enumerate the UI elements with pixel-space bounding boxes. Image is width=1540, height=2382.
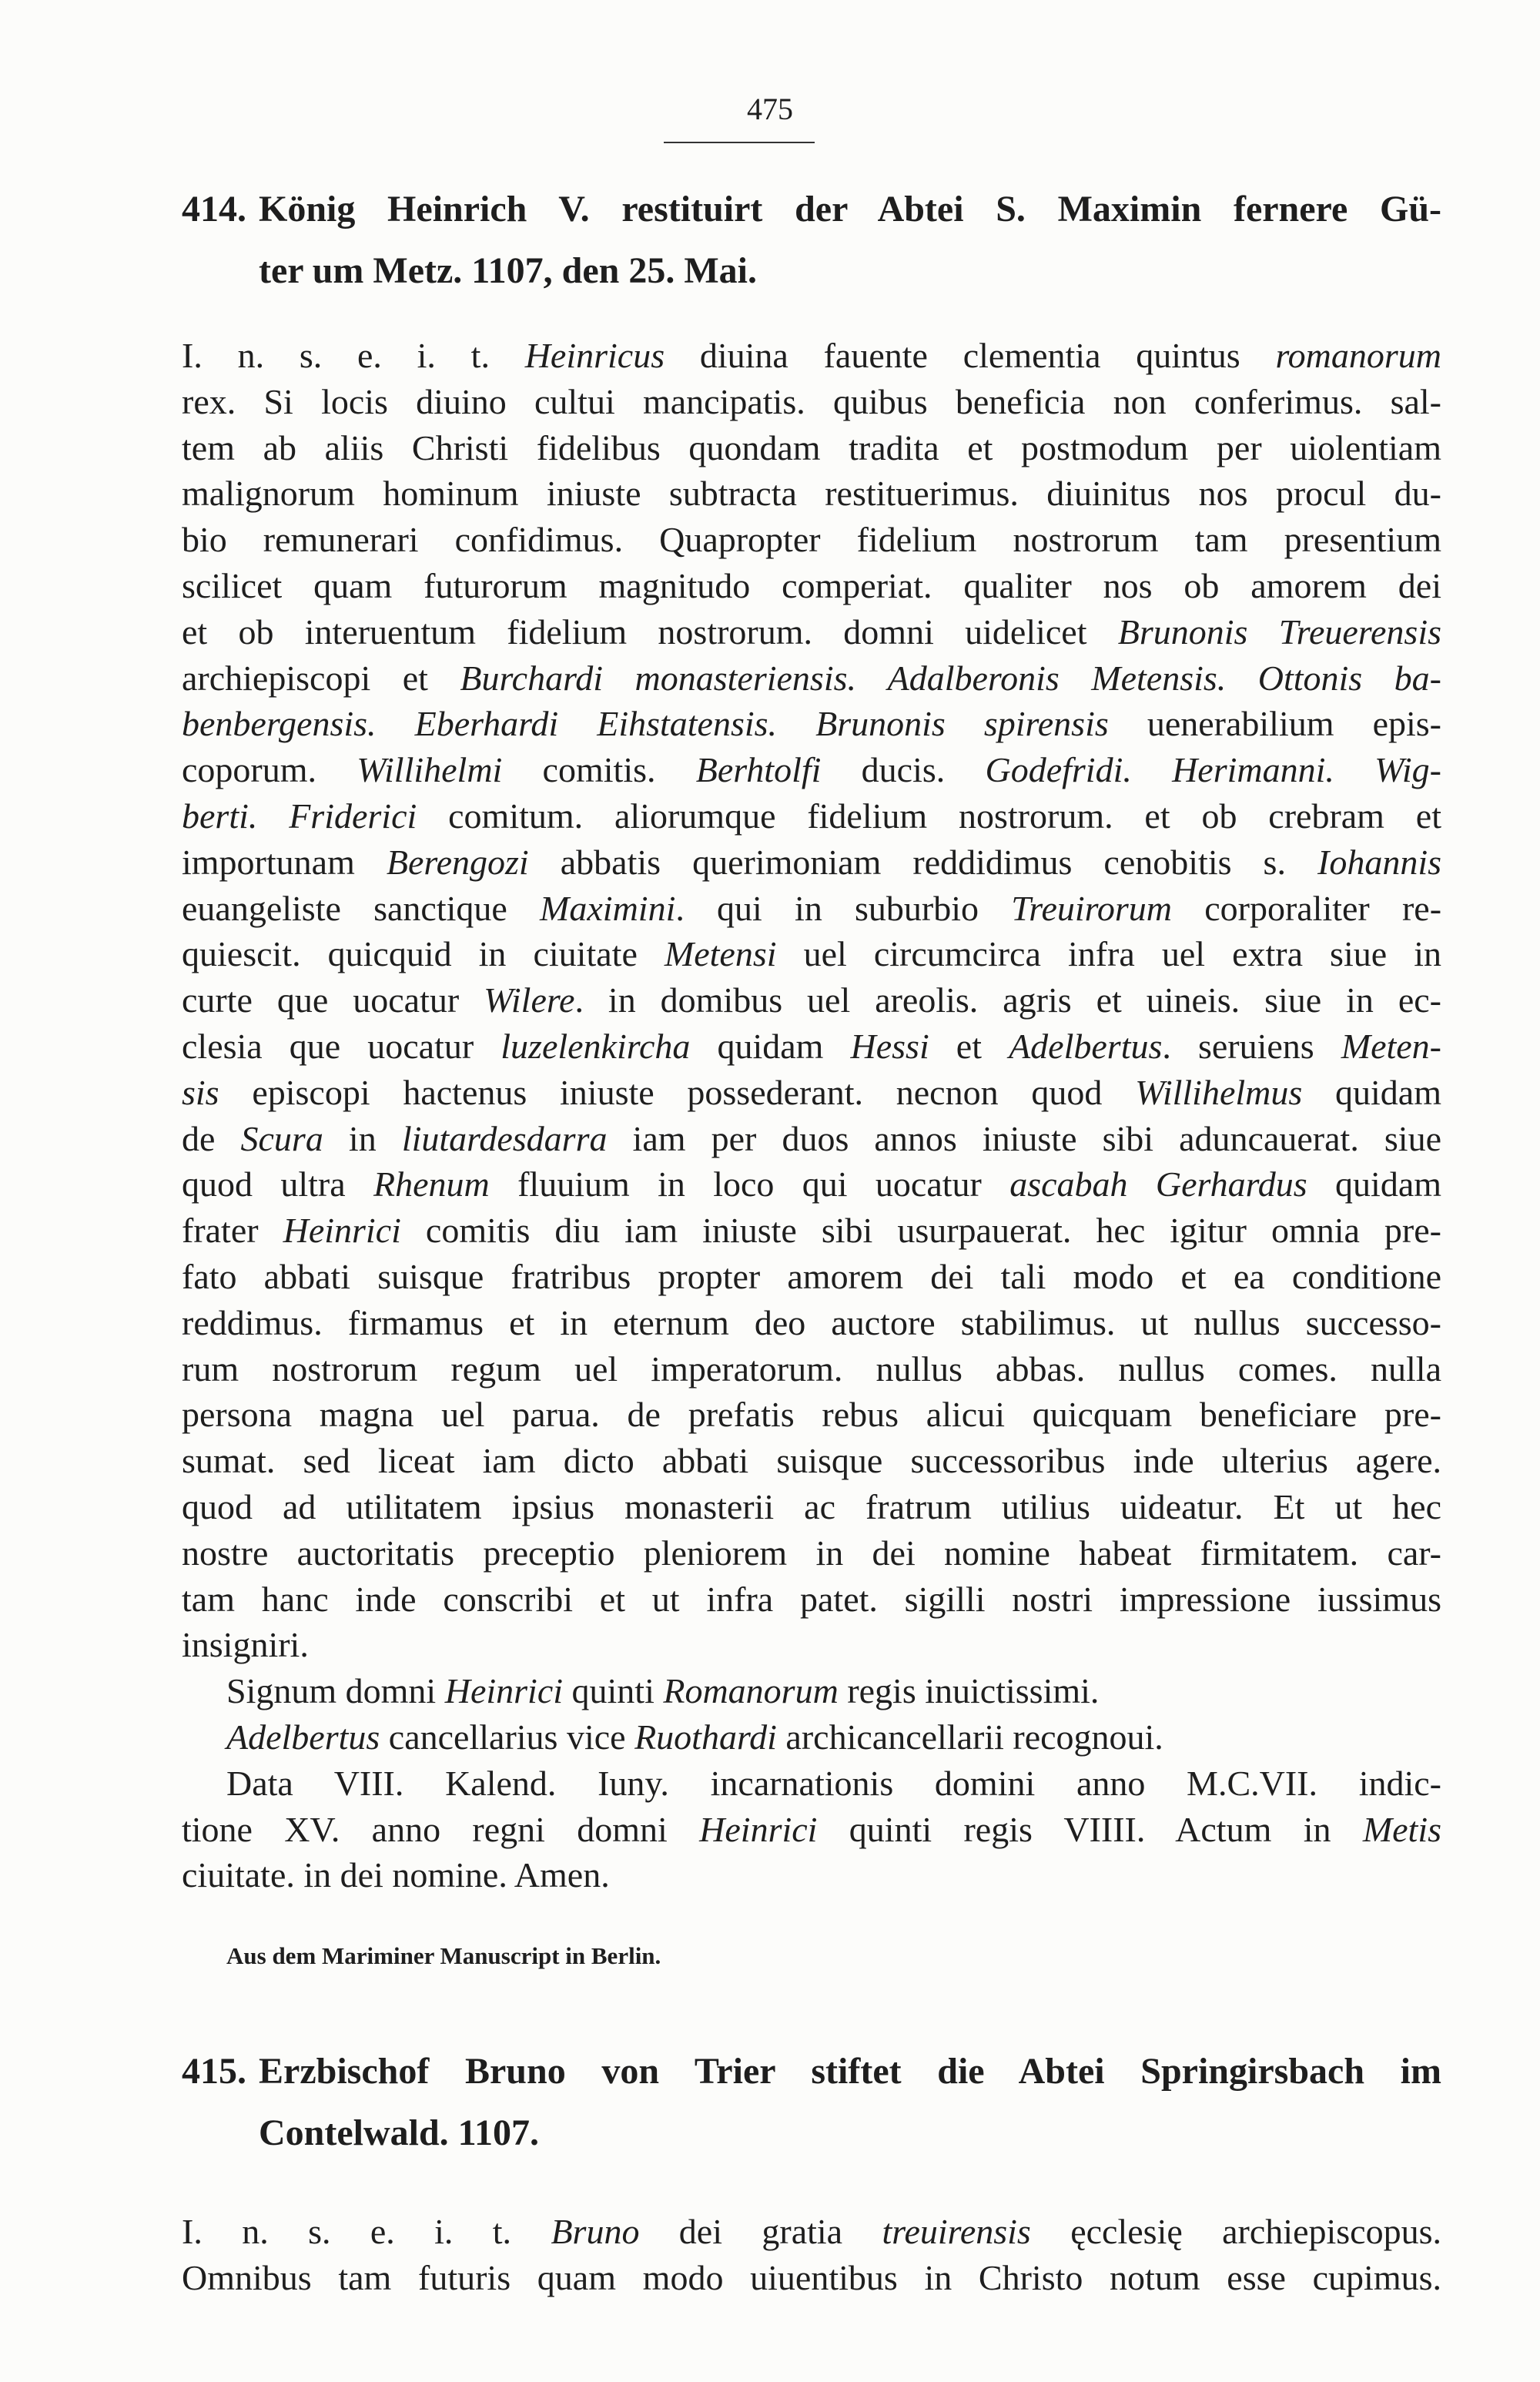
text-run: Data VIII. Kalend. Iuny. incarnationis domini anno M.C.VII. indic-: [226, 1763, 1441, 1803]
text-run: archicancellarii recognoui.: [776, 1717, 1163, 1757]
text-line: [182, 1438, 1441, 1484]
text-run: cancellarius vice: [380, 1717, 635, 1757]
text-run: frater: [182, 1211, 283, 1251]
text-line: [182, 839, 1441, 886]
italic-name: Adelbertus: [226, 1717, 380, 1757]
text-run: persona magna uel parua. de prefatis rebus alicui quicquam beneficiare pre-: [182, 1395, 1441, 1435]
text-line: [182, 1807, 1441, 1853]
text-line: [182, 1530, 1441, 1576]
text-line: [182, 1346, 1441, 1392]
text-run: Omnibus tam futuris quam modo uiuentibus in Christo notum esse cupimus.: [182, 2257, 1441, 2297]
italic-name: berti. Friderici: [182, 796, 417, 836]
text-run: coporum.: [182, 750, 357, 790]
text-line: [182, 1484, 1441, 1530]
text-run: I. n. s. e. i. t.: [182, 336, 525, 375]
text-run: euangeliste sanctique: [182, 888, 541, 928]
text-run: bio remunerari confidimus. Quapropter fidelium nostrorum tam presentium: [182, 520, 1441, 560]
text-run: et: [929, 1026, 1009, 1066]
text-line: [182, 1668, 1441, 1714]
text-run: fluuium in loco qui uocatur: [489, 1164, 1010, 1204]
document-414-heading: [182, 179, 1441, 302]
text-run: de: [182, 1118, 241, 1158]
italic-name: Willihelmi: [357, 750, 503, 790]
text-line: [182, 747, 1441, 793]
italic-name: Berengozi: [386, 842, 529, 882]
text-line: [182, 1761, 1441, 1807]
text-line: [182, 379, 1441, 425]
text-run: uel circumcirca infra uel extra siue in: [776, 934, 1441, 974]
text-run: malignorum hominum iniuste subtracta restituerimus. diuinitus nos procul du-: [182, 474, 1441, 514]
italic-name: Bruno: [551, 2212, 640, 2251]
text-run: ciuitate. in dei nomine. Amen.: [182, 1855, 610, 1895]
text-line: [182, 1300, 1441, 1346]
text-run: in: [323, 1118, 402, 1158]
italic-name: benbergensis. Eberhardi Eihstatensis. Brunonis spirensis: [182, 704, 1109, 744]
italic-name: Godefridi. Herimanni. Wig-: [985, 750, 1441, 790]
heading-line: Contelwald. 1107.: [259, 2112, 540, 2153]
italic-name: Romanorum: [663, 1671, 839, 1711]
text-run: . in domibus uel areolis. agris et uineis. siue in ec-: [574, 980, 1441, 1020]
page-number-rule: [664, 142, 815, 143]
text-run: quidam: [1302, 1072, 1441, 1112]
text-line: [182, 1852, 1441, 1898]
text-run: tam hanc inde conscribi et ut infra patet. sigilli nostri impressione iussimus: [182, 1579, 1441, 1619]
text-run: corporaliter re-: [1172, 888, 1441, 928]
text-line: [182, 563, 1441, 609]
text-run: uenerabilium epis-: [1108, 704, 1441, 744]
text-run: I. n. s. e. i. t.: [182, 2212, 551, 2251]
text-run: rum nostrorum regum uel imperatorum. nullus abbas. nullus comes. nulla: [182, 1348, 1441, 1389]
text-run: nostre auctoritatis preceptio pleniorem in dei nomine habeat firmitatem. car-: [182, 1533, 1441, 1573]
text-line: [182, 977, 1441, 1023]
text-line: [182, 1576, 1441, 1623]
text-line: [182, 1622, 1441, 1668]
heading-lines: [259, 179, 1441, 302]
text-line: [182, 1070, 1441, 1116]
italic-name: Berhtolfi: [695, 750, 822, 790]
text-run: diuina fauente clementia quintus: [665, 336, 1276, 375]
italic-name: romanorum: [1275, 336, 1441, 375]
document-414-text: [182, 333, 1441, 1898]
italic-name: Maximini: [540, 888, 676, 928]
italic-name: Rhenum: [373, 1164, 490, 1204]
text-run: scilicet quam futurorum magnitudo comperiat. qualiter nos ob amorem dei: [182, 565, 1441, 605]
text-run: tem ab aliis Christi fidelibus quondam tradita et postmodum per uiolentiam: [182, 427, 1441, 467]
text-line: [182, 1392, 1441, 1438]
text-run: dei gratia: [639, 2212, 882, 2251]
text-run: rex. Si locis diuino cultui mancipatis. quibus beneficia non conferimus. sal-: [182, 381, 1441, 421]
text-run: Signum domni: [226, 1671, 445, 1711]
text-run: quiescit. quicquid in ciuitate: [182, 934, 665, 974]
text-run: . qui in suburbio: [675, 888, 1012, 928]
document-number: 415.: [182, 2051, 246, 2092]
italic-name: Metis: [1362, 1809, 1441, 1849]
heading-line: Erzbischof Bruno von Trier stiftet die Abtei Springirsbach im: [259, 2051, 1441, 2092]
document-415-text: [182, 2209, 1441, 2301]
text-run: clesia que uocatur: [182, 1026, 501, 1066]
italic-name: sis: [182, 1072, 219, 1112]
text-run: archiepiscopi et: [182, 658, 460, 698]
italic-name: Willihelmus: [1135, 1072, 1303, 1112]
italic-name: Iohannis: [1317, 842, 1441, 882]
text-line: [182, 886, 1441, 932]
italic-name: Ruothardi: [634, 1717, 777, 1757]
text-line: [182, 1023, 1441, 1070]
text-line: [182, 1116, 1441, 1162]
italic-name: Burchardi monasteriensis. Adalberonis Metensis. Ottonis ba-: [460, 658, 1441, 698]
italic-name: Heinrici: [699, 1809, 818, 1849]
text-line: [182, 931, 1441, 977]
text-run: . seruiens: [1162, 1026, 1341, 1066]
italic-name: Heinrici: [444, 1671, 564, 1711]
text-run: quidam: [690, 1026, 851, 1066]
italic-name: Treuirorum: [1011, 888, 1172, 928]
italic-name: Scura: [240, 1118, 323, 1158]
text-run: ęcclesię archiepiscopus.: [1030, 2212, 1441, 2251]
document-415-heading: [182, 2041, 1441, 2164]
text-run: quod ad utilitatem ipsius monasterii ac fratrum utilius uideatur. Et ut hec: [182, 1486, 1441, 1526]
text-run: comitum. aliorumque fidelium nostrorum. et ob crebram et: [417, 796, 1441, 836]
text-line: [182, 425, 1441, 471]
text-run: regis inuictissimi.: [838, 1671, 1100, 1711]
italic-name: treuirensis: [882, 2212, 1031, 2251]
text-run: reddimus. firmamus et in eternum deo auctore stabilimus. ut nullus successo-: [182, 1302, 1441, 1342]
text-run: abbatis querimoniam reddidimus cenobitis s.: [528, 842, 1317, 882]
text-run: ducis.: [821, 750, 986, 790]
text-line: [182, 1254, 1441, 1300]
text-line: [182, 333, 1441, 379]
text-line: [182, 701, 1441, 747]
text-line: [182, 793, 1441, 839]
text-line: [182, 655, 1441, 702]
italic-name: liutardesdarra: [401, 1118, 608, 1158]
italic-name: luzelenkircha: [500, 1026, 691, 1066]
text-run: importunam: [182, 842, 387, 882]
text-run: sumat. sed liceat iam dicto abbati suisque successoribus inde ulterius agere.: [182, 1441, 1441, 1481]
text-line: [182, 1714, 1441, 1761]
source-note: Aus dem Mariminer Manuscript in Berlin.: [226, 1942, 661, 1969]
italic-name: Metensi: [664, 934, 777, 974]
italic-name: Meten-: [1341, 1026, 1441, 1066]
text-line: [182, 471, 1441, 517]
text-run: iam per duos annos iniuste sibi aduncauerat. siue: [607, 1118, 1441, 1158]
text-run: quinti regis VIIII. Actum in: [817, 1809, 1363, 1849]
document-number: 414.: [182, 189, 246, 229]
text-run: comitis diu iam iniuste sibi usurpauerat. hec igitur omnia pre-: [400, 1211, 1441, 1251]
text-line: [182, 1208, 1441, 1254]
text-line: [182, 517, 1441, 563]
text-run: fato abbati suisque fratribus propter amorem dei tali modo et ea conditione: [182, 1256, 1441, 1296]
text-run: episcopi hactenus iniuste possederant. necnon quod: [219, 1072, 1136, 1112]
text-run: quinti: [563, 1671, 664, 1711]
heading-line: König Heinrich V. restituirt der Abtei S. Maximin fernere Gü-: [259, 189, 1441, 229]
italic-name: Heinrici: [283, 1211, 401, 1251]
italic-name: Wilere: [484, 980, 575, 1020]
heading-line: ter um Metz. 1107, den 25. Mai.: [259, 250, 757, 291]
text-run: insigniri.: [182, 1625, 309, 1665]
italic-name: Heinricus: [524, 336, 665, 375]
page-number: 475: [747, 92, 793, 126]
italic-name: Hessi: [850, 1026, 929, 1066]
text-line: [182, 2255, 1441, 2301]
text-line: [182, 2209, 1441, 2255]
text-line: [182, 1161, 1441, 1208]
text-run: tione XV. anno regni domni: [182, 1809, 700, 1849]
italic-name: Brunonis Treuerensis: [1117, 611, 1441, 652]
italic-name: ascabah Gerhardus: [1009, 1164, 1307, 1204]
text-run: comitis.: [502, 750, 696, 790]
text-line: [182, 609, 1441, 655]
heading-lines: [259, 2041, 1441, 2164]
italic-name: Adelbertus: [1009, 1026, 1163, 1066]
text-run: et ob interuentum fidelium nostrorum. domni uidelicet: [182, 611, 1118, 652]
text-run: quidam: [1307, 1164, 1441, 1204]
text-run: quod ultra: [182, 1164, 373, 1204]
text-run: curte que uocatur: [182, 980, 484, 1020]
